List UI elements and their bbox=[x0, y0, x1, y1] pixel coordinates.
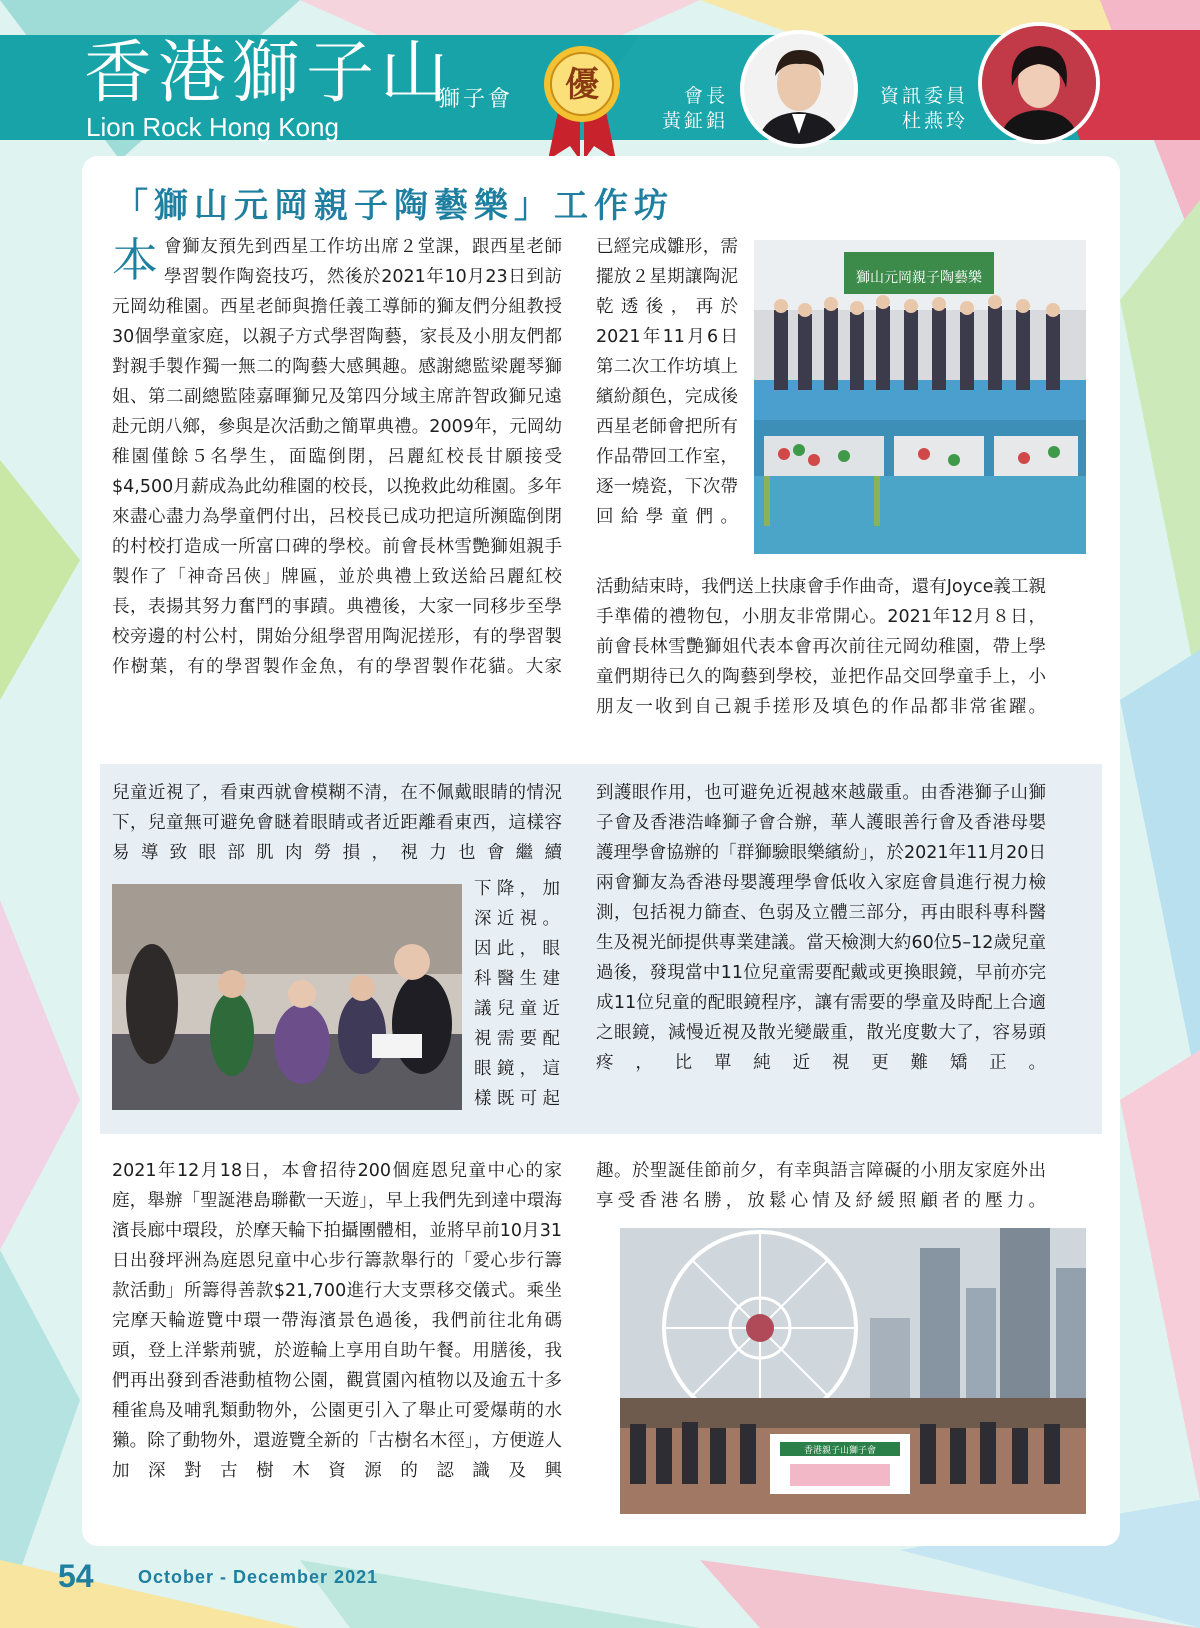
badge-char: 優 bbox=[565, 65, 599, 105]
photo-banner-text: 獅山元岡親子陶藝樂 bbox=[856, 270, 982, 286]
section1-narrow-text: 已經完成雛形，需擺放２星期讓陶泥乾透後，再於2021年11月6日第二次工作坊填上繽紛顏色，完成後西星老師會把所有作品帶回工作室，逐一燒瓷，下次帶回給學童們。 bbox=[596, 237, 738, 527]
site-title: 香港獅子山 bbox=[84, 34, 455, 113]
info-officer-role: 資訊委員 bbox=[879, 85, 968, 107]
section1-left-body: 會獅友預先到西星工作坊出席２堂課，跟西星老師學習製作陶瓷技巧，然後於2021年10月23日到訪元岡幼稚園。西星老師與擔任義工導師的獅友們分組教授30個學童家庭，以親子方式學習陶藝，家長及小朋友們都對親手製作獨一無二的陶藝大感興趣。感謝總監梁麗琴獅姐、第二副總監陸嘉暉獅兄及第四分域主席許智政獅兄遠赴元朗八鄉，參與是次活動之簡單典禮。2009年，元岡幼稚園僅餘５名學生，面臨倒閉，呂麗紅校長甘願接受$4,500月薪成為此幼稚園的校長，以挽救此幼稚園。多年來盡心盡力為學童們付出，呂校長已成功把這所瀕臨倒閉的村校打造成一所富口碑的學校。前會長林雪艷獅姐親手製作了「神奇呂俠」牌匾，並於典禮上致送給呂麗紅校長，表揚其努力奮鬥的事蹟。典禮後，大家一同移步至學校旁邊的村公村，開始分組學習用陶泥搓形，有的學習製作樹葉，有的學習製作金魚，有的學習製作花貓。大家 bbox=[112, 237, 562, 677]
info-officer-avatar bbox=[978, 22, 1100, 144]
article-headline: 「獅山元岡親子陶藝樂」工作坊 bbox=[114, 186, 674, 226]
dropcap: 本 bbox=[112, 233, 158, 287]
page-number: 54 bbox=[58, 1558, 94, 1594]
site-subtitle: Lion Rock Hong Kong bbox=[86, 112, 339, 142]
president-avatar bbox=[740, 30, 858, 148]
section2-right-text: 到護眼作用，也可避免近視越來越嚴重。由香港獅子山獅子會及香港浩峰獅子會合辦，華人護眼善行會及香港母嬰護理學會協辦的「群獅驗眼樂繽紛」，於2021年11月20日兩會獅友為香港母嬰護理學會低收入家庭會員進行視力檢測，包括視力篩查、色弱及立體三部分，再由眼科專科醫生及視光師提供專業建議。當天檢測大約60位5–12歲兒童過後，發現當中11位兒童需要配戴或更換眼鏡，早前亦完成11位兒童的配眼鏡程序，讓有需要的學童及時配上合適之眼鏡，減慢近視及散光變嚴重，散光度數大了，容易頭疼，比單純近視更難矯正。 bbox=[596, 783, 1046, 1073]
section1-left-text bbox=[112, 232, 562, 682]
info-officer-label bbox=[876, 84, 968, 134]
issue-date: October - December 2021 bbox=[138, 1567, 379, 1587]
section2-side-text: 下降，加深近視。因此，眼科醫生建議兒童近視需要配眼鏡，這樣既可起 bbox=[474, 879, 560, 1109]
photo-check-banner-text: 香港親子山獅子會 bbox=[803, 1446, 877, 1456]
club-suffix: 獅子會 bbox=[438, 87, 514, 112]
president-name: 黃鉦鋁 bbox=[661, 110, 728, 132]
eye-test-photo bbox=[112, 884, 462, 1110]
section1-wide-text: 活動結束時，我們送上扶康會手作曲奇，還有Joyce義工親手準備的禮物包，小朋友非常開心。2021年12月８日，前會長林雪艷獅姐代表本會再次前往元岡幼稚園，帶上學童們期待已久的陶藝到學校，並把作品交回學童手上，小朋友一收到自己親手搓形及填色的作品都非常雀躍。 bbox=[596, 577, 1046, 717]
section2-top-text: 兒童近視了，看東西就會模糊不清，在不佩戴眼睛的情況下，兒童無可避免會瞇着眼睛或者近距離看東西，這樣容易導致眼部肌肉勞損，視力也會繼續 bbox=[112, 783, 562, 863]
president-label bbox=[646, 84, 728, 134]
ferris-wheel-group-photo bbox=[620, 1228, 1086, 1514]
section3-right-text: 趣。於聖誕佳節前夕，有幸與語言障礙的小朋友家庭外出享受香港名勝，放鬆心情及紓緩照顧者的壓力。 bbox=[596, 1161, 1046, 1211]
pottery-workshop-photo bbox=[754, 240, 1086, 554]
award-badge-icon bbox=[540, 42, 624, 162]
section3-left-text: 2021年12月18日，本會招待200個庭恩兒童中心的家庭，舉辦「聖誕港島聯歡一天遊」，早上我們先到達中環海濱長廊中環段，於摩天輪下拍攝團體相，並將早前10月31日出發坪洲為庭恩兒童中心步行籌款舉行的「愛心步行籌款活動」所籌得善款$21,700進行大支票移交儀式。乘坐完摩天輪遊覽中環一帶海濱景色過後，我們前往北角碼頭，登上洋紫荊號，於遊輪上享用自助午餐。用膳後，我們再出發到香港動植物公園，觀賞園內植物以及逾五十多種雀鳥及哺乳類動物外，公園更引入了舉止可愛爆萌的水獺。除了動物外，還遊覽全新的「古樹名木徑」，方便遊人加深對古樹木資源的認識及興 bbox=[112, 1161, 562, 1481]
info-officer-name: 杜燕玲 bbox=[901, 110, 968, 132]
president-role: 會長 bbox=[683, 85, 728, 107]
